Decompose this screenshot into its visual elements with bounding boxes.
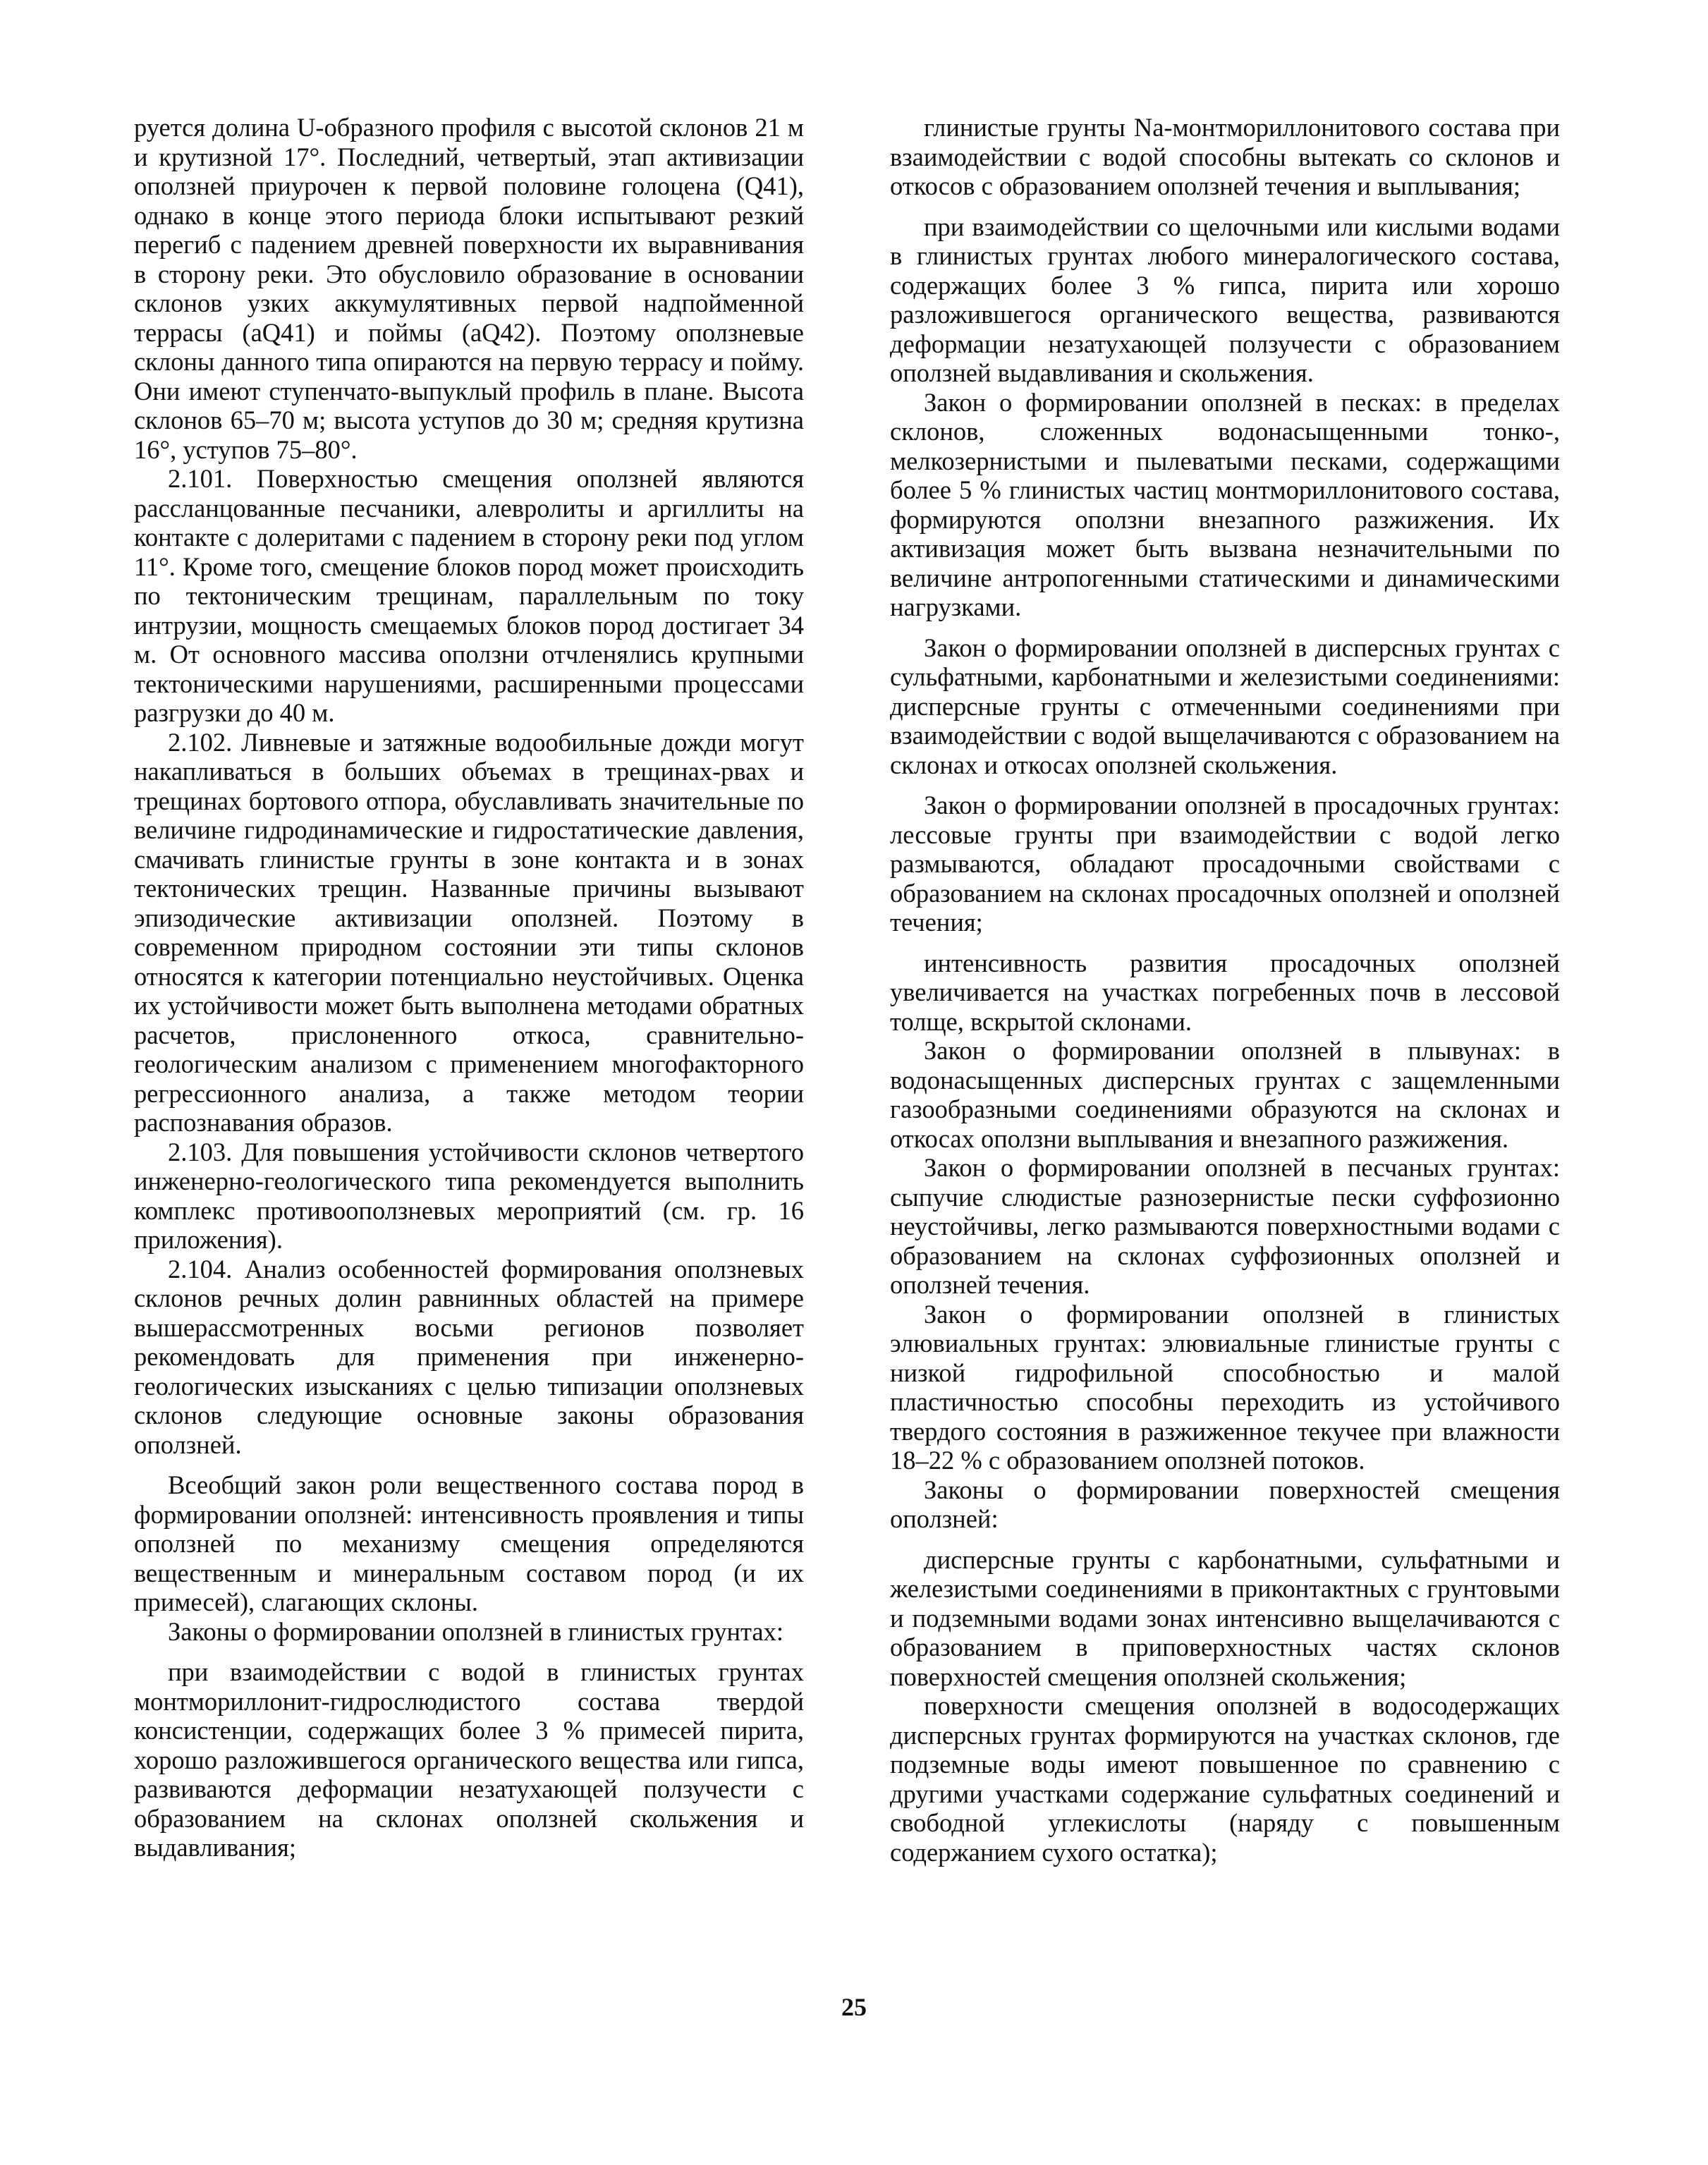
paragraph-alkaline-acid-waters: при взаимодействии со щелочными или кислыми водами в глинистых грунтах любого минералогического состава, содержащих более 3 % гипса, пирита или хорошо разложившегося органического вещества, развиваются деформации незатухающей ползучести с образованием оползней выдавливания и скольжения. <box>890 212 1560 387</box>
paragraph-quicksand-law: Закон о формировании оползней в плывунах: в водонасыщенных дисперсных грунтах с защемленными газообразными соединениями образуются на склонах и откосах оползни выплывания и внезапного разжижения. <box>890 1036 1560 1153</box>
paragraph-na-montmorillonite: глинистые грунты Na-монтмориллонитового состава при взаимодействии с водой способны вытекать со склонов и откосов с образованием оползней течения и выплывания; <box>890 113 1560 200</box>
left-column <box>134 113 804 1862</box>
paragraph-slip-surface-heading: Законы о формировании поверхностей смещения оползней: <box>890 1475 1560 1533</box>
paragraph-continuation: руется долина U-образного профиля с высотой склонов 21 м и крутизной 17°. Последний, четвертый, этап активизации оползней приурочен к первой половине голоцена (Q41), однако в конце этого периода блоки испытывают резкий перегиб с падением древней поверхности их выравнивания в сторону реки. Это обусловило образование в основании склонов узких аккумулятивных первой надпойменной террасы (aQ41) и поймы (aQ42). Поэтому оползневые склоны данного типа опираются на первую террасу и пойму. Они имеют ступенчато-выпуклый профиль в плане. Высота склонов 65–70 м; высота уступов до 30 м; средняя крутизна 16°, уступов 75–80°. <box>134 113 804 464</box>
paragraph-2-102: 2.102. Ливневые и затяжные водообильные дожди могут накапливаться в больших объемах в трещинах-рвах и трещинах бортового отпора, обуславливать значительные по величине гидродинамические и гидростатические давления, смачивать глинистые грунты в зоне контакта и в зонах тектонических трещин. Названные причины вызывают эпизодические активизации оползней. Поэтому в современном природном состоянии эти типы склонов относятся к категории потенциально неустойчивых. Оценка их устойчивости может быть выполнена методами обратных расчетов, прислоненного откоса, сравнительно-геологическим анализом с применением многофакторного регрессионного анализа, а также методом теории распознавания образов. <box>134 727 804 1137</box>
paragraph-loess-law: Закон о формировании оползней в просадочных грунтах: лессовые грунты при взаимодействии с водой легко размываются, обладают просадочными свойствами с образованием на склонах просадочных оползней и оползней течения; <box>890 791 1560 937</box>
paragraph-2-104: 2.104. Анализ особенностей формирования оползневых склонов речных долин равнинных областей на примере вышерассмотренных восьми регионов позволяет рекомендовать для применения при инженерно-геологических изысканиях с целью типизации оползневых склонов следующие основные законы образования оползней. <box>134 1254 804 1459</box>
paragraph-general-law: Всеобщий закон роли вещественного состава пород в формировании оползней: интенсивность проявления и типы оползней по механизму смещения определяются вещественным и минеральным составом пород (и их примесей), слагающих склоны. <box>134 1470 804 1616</box>
right-column <box>890 113 1560 1867</box>
paragraph-dispersed-soils-law: Закон о формировании оползней в дисперсных грунтах с сульфатными, карбонатными и железистыми соединениями: дисперсные грунты с отмеченными соединениями при взаимодействии с водой выщелачиваются с образованием на склонах и откосах оползней скольжения. <box>890 633 1560 779</box>
paragraph-clay-law-1: при взаимодействии с водой в глинистых грунтах монтмориллонит-гидрослюдистого состава твердой консистенции, содержащих более 3 % примесей пирита, хорошо разложившегося органического вещества или гипса, развиваются деформации незатухающей ползучести с образованием на склонах оползней скольжения и выдавливания; <box>134 1657 804 1862</box>
paragraph-clay-laws-heading: Законы о формировании оползней в глинистых грунтах: <box>168 1616 784 1646</box>
paragraph-sand-law: Закон о формировании оползней в песках: в пределах склонов, сложенных водонасыщенными тонко-, мелкозернистыми и пылеватыми песками, содержащими более 5 % глинистых частиц монтмориллонитового состава, формируются оползни внезапного разжижения. Их активизация может быть вызвана незначительными по величине антропогенными статическими и динамическими нагрузками. <box>890 387 1560 621</box>
paragraph-eluvial-law: Закон о формировании оползней в глинистых элювиальных грунтах: элювиальные глинистые грунты с низкой гидрофильной способностью и малой пластичностью способны переходить из устойчивого твердого состояния в разжиженное текучее при влажности 18–22 % с образованием оползней потоков. <box>890 1299 1560 1475</box>
paragraph-2-101: 2.101. Поверхностью смещения оползней являются рассланцованные песчаники, алевролиты и аргиллиты на контакте с долеритами с падением в сторону реки под углом 11°. Кроме того, смещение блоков пород может происходить по тектоническим трещинам, параллельным по току интрузии, мощность смещаемых блоков пород достигает 34 м. От основного массива оползни отчленялись крупными тектоническими нарушениями, расширенными процессами разгрузки до 40 м. <box>134 464 804 727</box>
paragraph-slip-surface-2: поверхности смещения оползней в водосодержащих дисперсных грунтах формируются на участках склонов, где подземные воды имеют повышенное по сравнению с другими участками содержание сульфатных соединений и свободной углекислоты (наряду с повышенным содержанием сухого остатка); <box>890 1691 1560 1867</box>
page-number: 25 <box>841 1993 867 2021</box>
paragraph-2-103: 2.103. Для повышения устойчивости склонов четвертого инженерно-геологического типа рекомендуется выполнить комплекс противооползневых мероприятий (см. гр. 16 приложения). <box>134 1137 804 1254</box>
paragraph-sandy-soils-law: Закон о формировании оползней в песчаных грунтах: сыпучие слюдистые разнозернистые пески суффозионно неустойчивы, легко размываются поверхностными водами с образованием на склонах суффозионных оползней и оползней течения. <box>890 1153 1560 1299</box>
paragraph-loess-intensity: интенсивность развития просадочных оползней увеличивается на участках погребенных почв в лессовой толще, вскрытой склонами. <box>890 948 1560 1036</box>
paragraph-slip-surface-1: дисперсные грунты с карбонатными, сульфатными и железистыми соединениями в приконтактных с грунтовыми и подземными водами зонах интенсивно выщелачиваются с образованием в приповерхностных частях склонов поверхностей смещения оползней скольжения; <box>890 1544 1560 1691</box>
